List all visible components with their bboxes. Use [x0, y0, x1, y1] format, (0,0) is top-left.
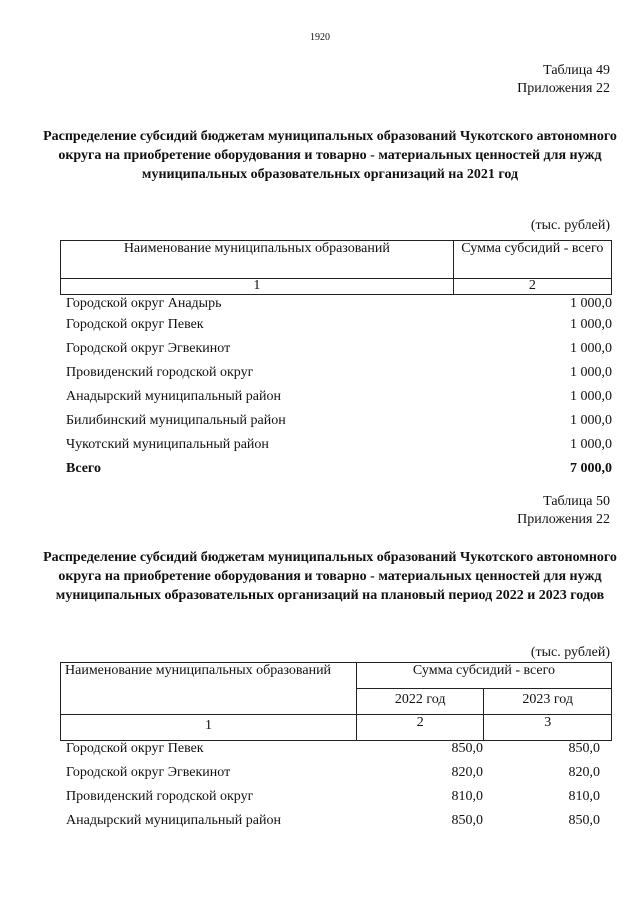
row-value-2022: 850,0 — [451, 813, 483, 828]
row-name: Провиденский городской округ — [66, 365, 254, 380]
row-name: Билибинский муниципальный район — [66, 413, 286, 428]
row-name: Городской округ Эгвекинот — [66, 765, 231, 780]
table50-reference — [517, 493, 610, 529]
table50-col-2022-header: 2022 год — [356, 689, 484, 715]
row-value-2022: 850,0 — [451, 741, 483, 756]
row-value: 1 000,0 — [570, 413, 612, 428]
row-name: Анадырский муниципальный район — [66, 389, 281, 404]
row-value: 1 000,0 — [570, 437, 612, 452]
row-value: 1 000,0 — [570, 296, 612, 311]
table50-title: Распределение субсидий бюджетам муниципальных образований Чукотского автономного округа на приобретение оборудования и товарно - материальных ценностей для нужд муниципальных образовательных организаций на плановый период 2022 и 2023 годов — [43, 550, 617, 603]
row-value: 1 000,0 — [570, 365, 612, 380]
table49-ref-appendix: Приложения 22 — [517, 81, 610, 96]
table50-col-num-2: 2 — [356, 715, 484, 741]
table50-header — [60, 662, 612, 741]
row-name: Городской округ Певек — [66, 741, 204, 756]
row-name: Чукотский муниципальный район — [66, 437, 269, 452]
table50-col-name-header: Наименование муниципальных образований — [61, 663, 357, 715]
row-value: 1 000,0 — [570, 317, 612, 332]
row-name: Анадырский муниципальный район — [66, 813, 281, 828]
table49-col-sum-header: Сумма субсидий - всего — [453, 241, 611, 279]
table-row — [66, 741, 600, 759]
table49-title: Распределение субсидий бюджетам муниципальных образований Чукотского автономного округа на приобретение оборудования и товарно - материальных ценностей для нужд муниципальных образовательных организаций на 2021 год — [43, 129, 617, 182]
row-value-2022: 820,0 — [451, 765, 483, 780]
table50-units: (тыс. рублей) — [530, 645, 610, 660]
table-row — [66, 813, 600, 831]
table-row — [66, 765, 600, 783]
table49-header — [60, 240, 612, 295]
row-value-2022: 810,0 — [451, 789, 483, 804]
table-row — [66, 389, 612, 407]
total-value: 7 000,0 — [570, 461, 612, 476]
row-value: 1 000,0 — [570, 341, 612, 356]
table50-ref-appendix: Приложения 22 — [517, 512, 610, 527]
table50-ref-table: Таблица 50 — [543, 494, 610, 509]
table50-col-num-1: 1 — [61, 715, 357, 741]
table-row — [66, 365, 612, 383]
table49-reference — [517, 62, 610, 98]
table49-ref-table: Таблица 49 — [543, 63, 610, 78]
table50-col-num-3: 3 — [484, 715, 612, 741]
table49-col-num-2: 2 — [453, 279, 611, 295]
table-row — [66, 789, 600, 807]
table-row — [66, 296, 612, 314]
table-row — [66, 437, 612, 455]
total-label: Всего — [66, 461, 101, 476]
row-value-2023: 850,0 — [568, 813, 600, 828]
table49-col-num-1: 1 — [61, 279, 454, 295]
table49-units: (тыс. рублей) — [530, 218, 610, 233]
table-row — [66, 317, 612, 335]
page-number: 1920 — [310, 32, 330, 43]
table-row — [66, 413, 612, 431]
row-name: Городской округ Эгвекинот — [66, 341, 231, 356]
row-name: Городской округ Певек — [66, 317, 204, 332]
row-value-2023: 810,0 — [568, 789, 600, 804]
table50-col-2023-header: 2023 год — [484, 689, 612, 715]
row-value-2023: 820,0 — [568, 765, 600, 780]
table49-col-name-header: Наименование муниципальных образований — [61, 241, 454, 279]
total-row — [66, 461, 612, 479]
row-value: 1 000,0 — [570, 389, 612, 404]
row-name: Провиденский городской округ — [66, 789, 254, 804]
row-value-2023: 850,0 — [568, 741, 600, 756]
table-row — [66, 341, 612, 359]
table50-col-sum-header: Сумма субсидий - всего — [356, 663, 611, 689]
row-name: Городской округ Анадырь — [66, 296, 222, 311]
